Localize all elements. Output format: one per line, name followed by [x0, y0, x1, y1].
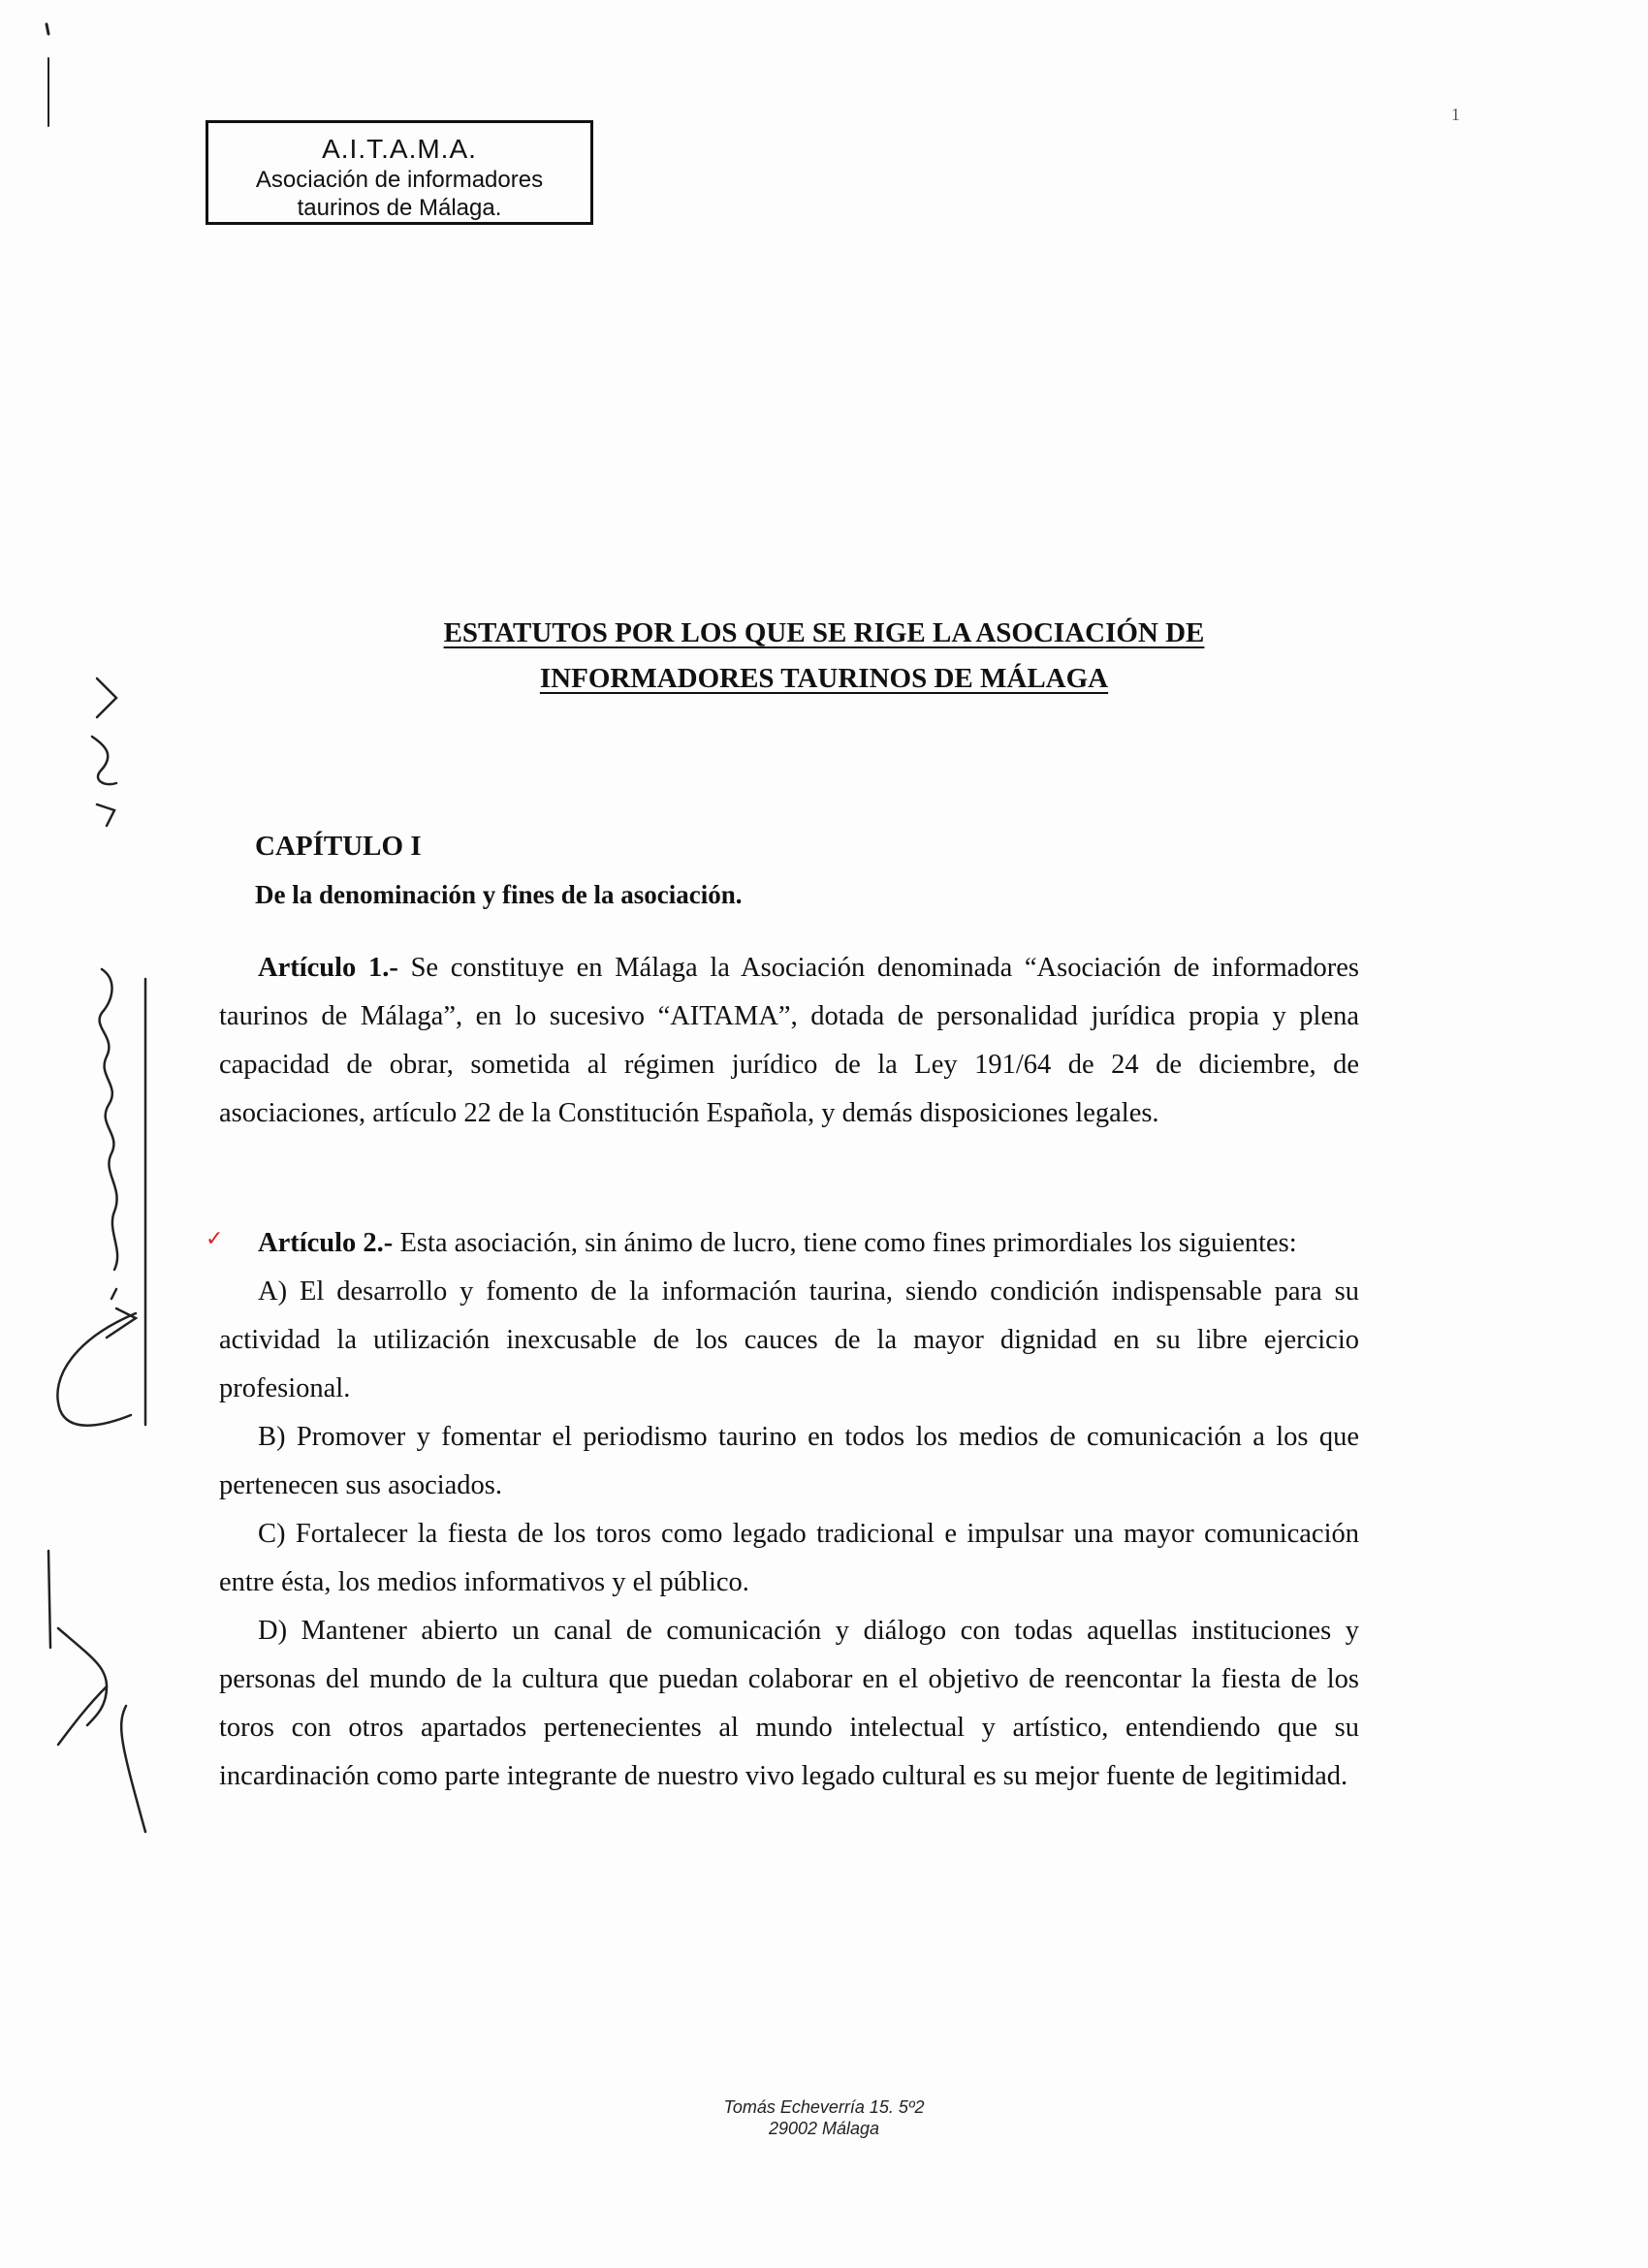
- article-2-text: Esta asociación, sin ánimo de lucro, tiene como fines primordiales los siguientes:: [399, 1228, 1297, 1258]
- chapter-heading: CAPÍTULO I: [255, 831, 422, 862]
- article-2-item-d: D) Mantener abierto un canal de comunicación y diálogo con todas aquellas instituciones y personas del mundo de la cultura que puedan colaborar en el objetivo de reencontar la fiesta de los toros con otros apartados pertenecientes al mundo intelectual y artístico, entendiendo que su incardinación como parte integrante de nuestro vivo legado cultural es su mejor fuente de legitimidad.: [219, 1616, 1359, 1791]
- title-line1: ESTATUTOS POR LOS QUE SE RIGE LA ASOCIACIÓN DE: [443, 617, 1205, 648]
- article-1: [219, 944, 1359, 1138]
- handwritten-signatures: [0, 0, 252, 2268]
- footer-street: Tomás Echeverría 15. 5º2: [723, 2097, 925, 2117]
- article-1-label: Artículo 1.-: [258, 953, 398, 983]
- red-check-mark: ✓: [206, 1227, 224, 1251]
- title-line2: INFORMADORES TAURINOS DE MÁLAGA: [539, 663, 1109, 694]
- article-2-label: Artículo 2.-: [258, 1228, 394, 1258]
- letterhead-box: [206, 120, 593, 225]
- document-title: [291, 611, 1357, 702]
- footer-address: [582, 2096, 1066, 2139]
- chapter-heading-block: [255, 822, 743, 919]
- footer-city: 29002 Málaga: [768, 2119, 880, 2138]
- article-2-item-c: C) Fortalecer la fiesta de los toros como legado tradicional e impulsar una mayor comunicación entre ésta, los medios informativos y el público.: [219, 1519, 1359, 1597]
- article-2-item-b: B) Promover y fomentar el periodismo taurino en todos los medios de comunicación a los que pertenecen sus asociados.: [219, 1422, 1359, 1500]
- association-abbreviation: A.I.T.A.M.A.: [322, 134, 477, 164]
- page-number: 1: [1451, 105, 1460, 124]
- article-1-text: Se constituye en Málaga la Asociación denominada “Asociación de informadores taurinos de Málaga”, en lo sucesivo “AITAMA”, dotada de personalidad jurídica propia y plena capacidad de obrar, sometida al régimen jurídico de la Ley 191/64 de 24 de diciembre, de asociaciones, artículo 22 de la Constitución Española, y demás disposiciones legales.: [219, 953, 1360, 1128]
- association-name-line1: Asociación de informadores: [255, 167, 544, 193]
- chapter-subheading: De la denominación y fines de la asociación.: [255, 880, 743, 909]
- association-name-line2: taurinos de Málaga.: [297, 195, 502, 221]
- article-2: [219, 1219, 1359, 1801]
- article-2-item-a: A) El desarrollo y fomento de la información taurina, siendo condición indispensable para su actividad la utilización inexcusable de los cauces de la mayor dignidad en su libre ejercicio profesional.: [219, 1276, 1359, 1403]
